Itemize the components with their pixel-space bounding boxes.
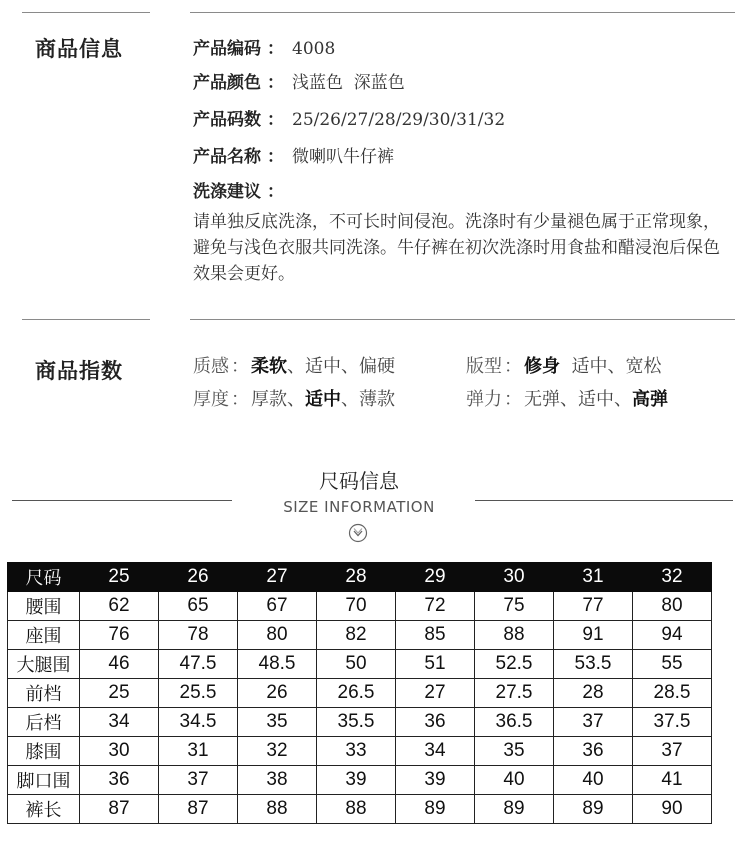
info-colon: ： <box>267 110 284 130</box>
row-header-cell: 膝围 <box>8 737 80 766</box>
index-colon: ： <box>231 389 249 410</box>
table-cell: 28.5 <box>633 679 712 708</box>
table-cell: 87 <box>80 795 159 824</box>
table-cell: 26.5 <box>317 679 396 708</box>
table-row <box>8 592 712 621</box>
info-colon: ： <box>267 73 284 93</box>
index-option: 、适中 <box>287 356 341 377</box>
index-thickness <box>193 388 395 412</box>
table-cell: 94 <box>633 621 712 650</box>
table-cell: 25 <box>80 679 159 708</box>
table-cell: 34.5 <box>159 708 238 737</box>
size-info-subtitle: SIZE INFORMATION <box>283 498 435 516</box>
table-cell: 46 <box>80 650 159 679</box>
table-cell: 88 <box>317 795 396 824</box>
table-cell: 48.5 <box>238 650 317 679</box>
table-cell: 50 <box>317 650 396 679</box>
info-value: 微喇叭牛仔裤 <box>292 147 394 167</box>
table-cell: 36 <box>396 708 475 737</box>
table-cell: 65 <box>159 592 238 621</box>
info-row-name <box>193 145 394 169</box>
table-cell: 36.5 <box>475 708 554 737</box>
table-cell: 32 <box>238 737 317 766</box>
table-cell: 34 <box>396 737 475 766</box>
row-header-cell: 裤长 <box>8 795 80 824</box>
table-row <box>8 766 712 795</box>
index-option-selected: 柔软 <box>251 356 287 377</box>
table-cell: 77 <box>554 592 633 621</box>
table-cell: 37 <box>554 708 633 737</box>
table-cell: 91 <box>554 621 633 650</box>
table-cell: 39 <box>317 766 396 795</box>
chevron-down-circle-icon <box>348 523 368 543</box>
table-cell: 72 <box>396 592 475 621</box>
info-row-wash <box>193 180 292 204</box>
index-option: 厚款 <box>251 389 287 410</box>
table-cell: 80 <box>238 621 317 650</box>
info-row-sizes <box>193 108 505 132</box>
info-label: 产品码数 <box>193 110 261 130</box>
table-cell: 87 <box>159 795 238 824</box>
table-cell: 40 <box>554 766 633 795</box>
table-cell: 37 <box>159 766 238 795</box>
table-cell: 39 <box>396 766 475 795</box>
index-colon: ： <box>231 356 249 377</box>
row-header-cell: 座围 <box>8 621 80 650</box>
table-cell: 41 <box>633 766 712 795</box>
table-cell: 27 <box>396 679 475 708</box>
table-cell: 51 <box>396 650 475 679</box>
table-header-row <box>8 563 712 592</box>
header-cell: 25 <box>80 563 159 592</box>
row-header-cell: 脚口围 <box>8 766 80 795</box>
index-option: 、适中、 <box>560 389 632 410</box>
info-row-code <box>193 37 335 61</box>
table-cell: 28 <box>554 679 633 708</box>
table-row <box>8 650 712 679</box>
table-cell: 38 <box>238 766 317 795</box>
table-cell: 89 <box>554 795 633 824</box>
info-value: 浅蓝色 深蓝色 <box>292 73 405 93</box>
index-option: 适中 <box>560 356 608 377</box>
index-option: 、偏硬 <box>341 356 395 377</box>
index-label: 厚度 <box>193 389 229 410</box>
table-cell: 76 <box>80 621 159 650</box>
table-cell: 31 <box>159 737 238 766</box>
table-cell: 36 <box>554 737 633 766</box>
index-option-selected: 适中 <box>305 389 341 410</box>
index-colon: ： <box>504 356 522 377</box>
table-cell: 88 <box>238 795 317 824</box>
table-row <box>8 737 712 766</box>
size-table-body <box>8 563 712 824</box>
table-cell: 89 <box>475 795 554 824</box>
table-cell: 35 <box>238 708 317 737</box>
divider <box>22 319 150 320</box>
row-header-cell: 大腿围 <box>8 650 80 679</box>
table-cell: 53.5 <box>554 650 633 679</box>
index-option: 、薄款 <box>341 389 395 410</box>
header-cell: 32 <box>633 563 712 592</box>
index-option: 、 <box>287 389 305 410</box>
table-row <box>8 795 712 824</box>
table-cell: 55 <box>633 650 712 679</box>
info-label: 洗涤建议 <box>193 182 261 202</box>
table-cell: 30 <box>80 737 159 766</box>
info-value: 25/26/27/28/29/30/31/32 <box>292 110 506 130</box>
index-option-selected: 修身 <box>524 356 560 377</box>
table-cell: 62 <box>80 592 159 621</box>
header-cell: 尺码 <box>8 563 80 592</box>
table-cell: 70 <box>317 592 396 621</box>
section-title-product-index: 商品指数 <box>35 359 123 383</box>
info-label: 产品名称 <box>193 147 261 167</box>
info-label: 产品颜色 <box>193 73 261 93</box>
table-cell: 37 <box>633 737 712 766</box>
index-option: 、宽松 <box>607 356 662 377</box>
info-colon: ： <box>267 39 284 59</box>
table-cell: 26 <box>238 679 317 708</box>
wash-instructions: 请单独反底洗涤，不可长时间侵泡。洗涤时有少量褪色属于正常现象，避免与浅色衣服共同洗涤。牛仔裤在初次洗涤时用食盐和醋浸泡后保色效果会更好。 <box>193 212 720 284</box>
header-cell: 31 <box>554 563 633 592</box>
index-option: 无弹 <box>524 389 560 410</box>
info-colon: ： <box>267 147 284 167</box>
table-cell: 37.5 <box>633 708 712 737</box>
divider <box>190 319 735 320</box>
index-stretch <box>466 388 668 412</box>
index-label: 版型 <box>466 356 502 377</box>
table-cell: 75 <box>475 592 554 621</box>
table-cell: 47.5 <box>159 650 238 679</box>
divider <box>190 12 735 13</box>
table-row <box>8 621 712 650</box>
table-cell: 89 <box>396 795 475 824</box>
info-value: 4008 <box>292 39 336 59</box>
table-row <box>8 679 712 708</box>
header-cell: 29 <box>396 563 475 592</box>
info-label: 产品编码 <box>193 39 261 59</box>
row-header-cell: 后档 <box>8 708 80 737</box>
header-cell: 28 <box>317 563 396 592</box>
table-cell: 35.5 <box>317 708 396 737</box>
divider <box>22 12 150 13</box>
index-colon: ： <box>504 389 522 410</box>
header-cell: 30 <box>475 563 554 592</box>
table-cell: 80 <box>633 592 712 621</box>
table-cell: 88 <box>475 621 554 650</box>
info-colon: ： <box>267 182 284 202</box>
table-cell: 78 <box>159 621 238 650</box>
table-cell: 52.5 <box>475 650 554 679</box>
header-cell: 26 <box>159 563 238 592</box>
size-table <box>7 562 712 824</box>
table-cell: 90 <box>633 795 712 824</box>
table-cell: 27.5 <box>475 679 554 708</box>
index-label: 质感 <box>193 356 229 377</box>
table-cell: 82 <box>317 621 396 650</box>
index-label: 弹力 <box>466 389 502 410</box>
section-title-product-info: 商品信息 <box>35 37 123 61</box>
table-cell: 67 <box>238 592 317 621</box>
index-option-selected: 高弹 <box>632 389 668 410</box>
table-cell: 35 <box>475 737 554 766</box>
table-cell: 85 <box>396 621 475 650</box>
index-fit <box>466 355 661 379</box>
index-texture <box>193 355 395 379</box>
table-cell: 36 <box>80 766 159 795</box>
size-info-title: 尺码信息 <box>319 469 399 493</box>
info-row-color <box>193 71 405 95</box>
table-cell: 25.5 <box>159 679 238 708</box>
table-row <box>8 708 712 737</box>
header-cell: 27 <box>238 563 317 592</box>
table-cell: 33 <box>317 737 396 766</box>
table-cell: 34 <box>80 708 159 737</box>
row-header-cell: 前档 <box>8 679 80 708</box>
row-header-cell: 腰围 <box>8 592 80 621</box>
table-cell: 40 <box>475 766 554 795</box>
